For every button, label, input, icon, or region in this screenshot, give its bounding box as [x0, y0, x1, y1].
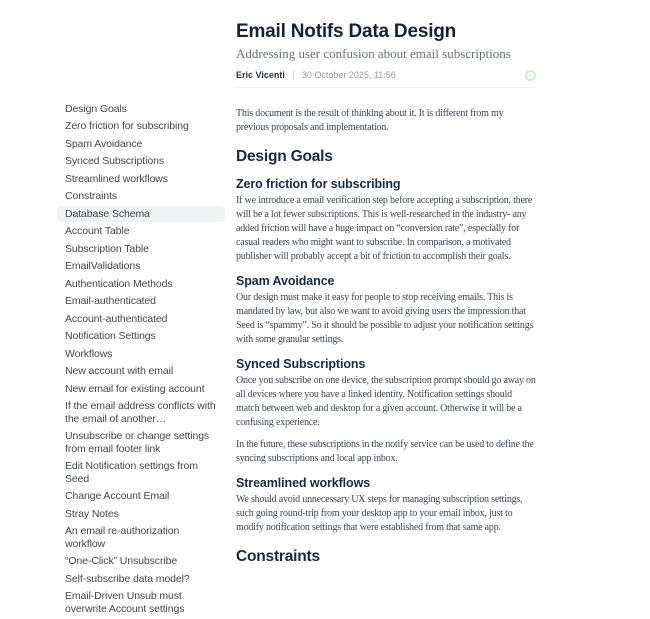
subsection-heading: Zero friction for subscribing: [236, 177, 401, 191]
toc-item[interactable]: Streamlined workflows: [65, 172, 168, 185]
page-title: Email Notifs Data Design: [236, 21, 457, 42]
paragraph: This document is the result of thinking about it. It is different from my previous proposals and implementation.: [236, 108, 504, 133]
paragraph: In the future, these subscriptions in the notify service can be used to define the syncing subscriptions and local app inbox.: [236, 439, 534, 464]
toc-item[interactable]: Email-authenticated: [65, 295, 156, 307]
author-name: Eric Vicenti: [236, 70, 285, 80]
toc-item[interactable]: Constraints: [65, 190, 118, 202]
toc-item[interactable]: Zero friction for subscribing: [65, 120, 189, 132]
toc-item[interactable]: Change Account Email: [65, 490, 170, 502]
toc-item[interactable]: Edit Notification settings from Seed: [65, 460, 198, 485]
toc-item[interactable]: Spam Avoidance: [65, 137, 143, 150]
document-main: [236, 20, 536, 571]
paragraph: Once you subscribe on one device, the subscription prompt should go away on all devices where you have a linked identity. Notification settings should match between web and desktop for a given account. Otherwise it will be a confusing experience.: [236, 375, 536, 428]
publish-timestamp: 30 October 2025, 11:56: [301, 70, 396, 80]
page-subtitle: Addressing user confusion about email subscriptions: [236, 46, 511, 61]
toc-item[interactable]: Unsubscribe or change settings from email footer link: [65, 430, 210, 455]
toc-item[interactable]: Email-Driven Unsub must overwrite Account settings: [65, 590, 185, 615]
toc-item[interactable]: Database Schema: [57, 206, 225, 222]
paragraph: If we introduce a email verification step before accepting a subscription, there will be a lot fewer subscriptions. This is well-researched in the industry- any added friction will have a huge impact on “conversion rate”, especially for casual readers who might want to subscribe. In comparison, a motivated publisher will probably accept a bit of friction to accomplish their goals.: [236, 195, 533, 262]
toc-item[interactable]: Self-subscribe data model?: [65, 572, 190, 585]
toc-item[interactable]: Authentication Methods: [65, 277, 173, 290]
section-heading: Constraints: [236, 548, 320, 565]
byline-divider: [293, 70, 294, 80]
toc-item[interactable]: New email for existing account: [65, 382, 205, 395]
toc-item[interactable]: Notification Settings: [65, 330, 156, 342]
toc-item[interactable]: Account Table: [65, 225, 130, 237]
subsection-heading: Spam Avoidance: [236, 274, 335, 288]
toc-item[interactable]: Synced Subscriptions: [65, 155, 164, 167]
toc-item[interactable]: Workflows: [65, 347, 113, 360]
section-heading: Design Goals: [236, 148, 333, 165]
paragraph: Our design must make it easy for people to stop receiving emails. This is mandated by law, but also we want to avoid giving users the impression that Seed is “spammy”. So it should be possible to adjust your notification settings with some granular settings.: [236, 292, 534, 345]
toc-item[interactable]: Account-authenticated: [65, 312, 168, 325]
toc-item[interactable]: New account with email: [65, 365, 174, 377]
document-body: [236, 88, 536, 567]
toc-item[interactable]: Subscription Table: [65, 242, 149, 255]
byline: [236, 69, 536, 81]
paragraph: We should avoid unnecessary UX steps for managing subscription settings, such going round-trip from your desktop app to your email inbox, just to modify notification settings that were established from that same app.: [236, 494, 523, 533]
toc-item[interactable]: An email re-authorization workflow: [65, 525, 180, 550]
toc-item[interactable]: EmailValidations: [65, 260, 141, 272]
toc-item[interactable]: If the email address conflicts with the email of another…: [65, 400, 216, 425]
table-of-contents: [57, 101, 225, 619]
subsection-heading: Synced Subscriptions: [236, 357, 366, 371]
toc-item[interactable]: Design Goals: [65, 102, 127, 115]
toc-item[interactable]: Stray Notes: [65, 507, 119, 520]
status-badge-icon[interactable]: [525, 70, 536, 81]
subsection-heading: Streamlined workflows: [236, 476, 371, 490]
toc-item[interactable]: “One-Click” Unsubscribe: [65, 555, 178, 567]
